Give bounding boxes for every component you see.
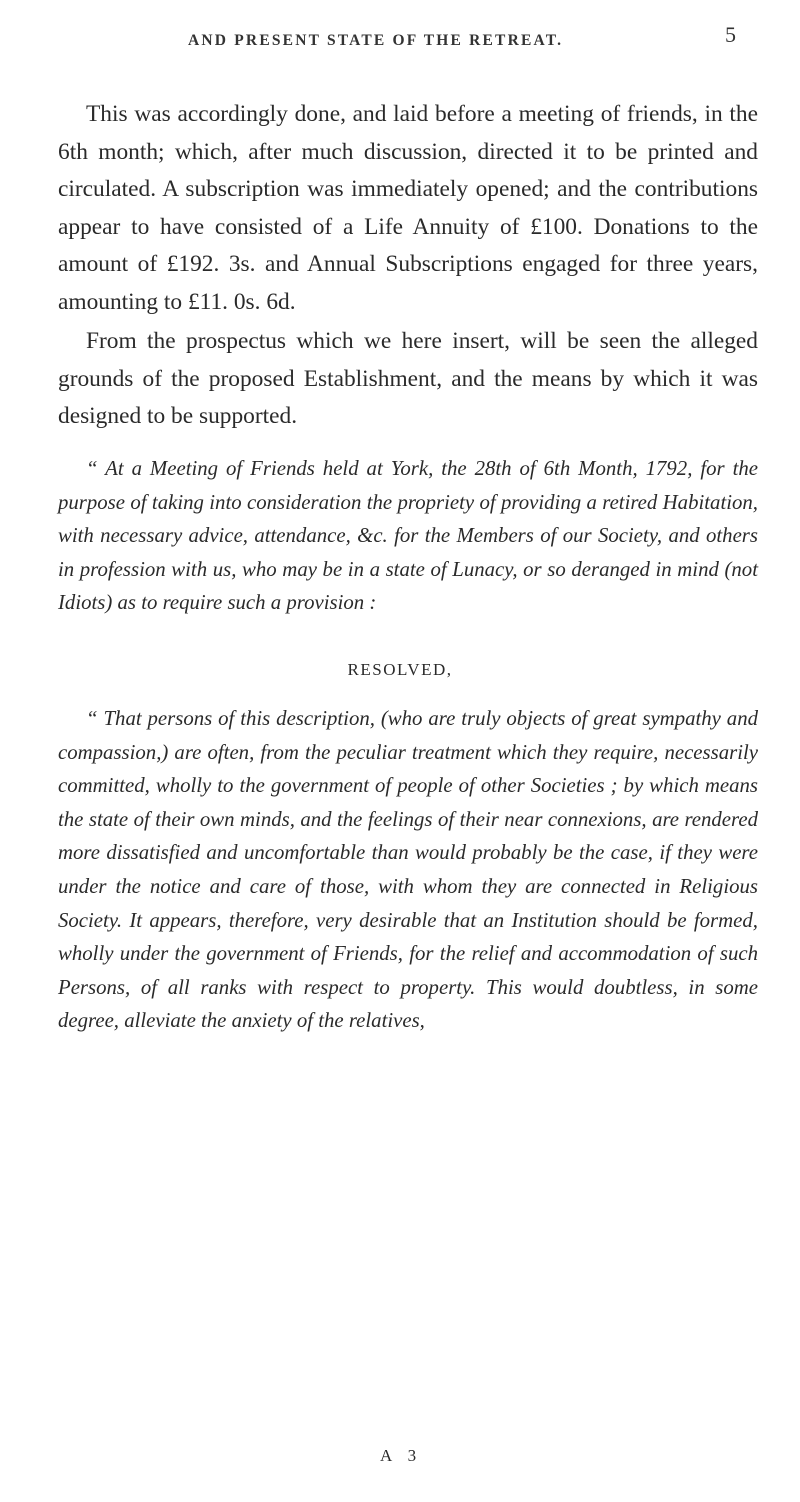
page-header: [60, 22, 750, 62]
page-number: 5: [725, 22, 736, 47]
paragraph-prospectus-intro: From the prospectus which we here insert, will be seen the alleged grounds of the proposed Establishment, and the means by which it was designed to be supported.: [58, 328, 758, 429]
quote-meeting-preamble: “ At a Meeting of Friends held at York, the 28th of 6th Month, 1792, for the purpose of taking into consideration the propriety of providing a retired Habitation, with necessary advice, attendance, &c. for the Members of our Society, and others in profession with us, who may be in a state of Lunacy, or so deranged in mind (not Idiots) as to require such a provision :: [58, 457, 758, 615]
paragraph-subscription: This was accordingly done, and laid before a meeting of friends, in the 6th month; which, after much discussion, directed it to be printed and circulated. A subscription was immediately opened; and the contributions appear to have consisted of a Life Annuity of £100. Donations to the amount of £192. 3s. and Annual Subscriptions engaged for three years, amounting to £11. 0s. 6d.: [58, 101, 758, 315]
resolved-heading: RESOLVED,: [347, 660, 453, 679]
signature-mark: A 3: [380, 1446, 423, 1465]
running-head: AND PRESENT STATE OF THE RETREAT.: [188, 32, 564, 49]
quote-resolution: “ That persons of this description, (who are truly objects of great sympathy and compassion,) are often, from the peculiar treatment which they require, necessarily committed, wholly to the government of people of other Societies ; by which means the state of their own minds, and the feelings of their near connexions, are rendered more dissatisfied and uncomfortable than would probably be the case, if they were under the notice and care of those, with whom they are connected in Religious Society. It appears, therefore, very desirable that an Institution should be formed, wholly under the government of Friends, for the relief and accommodation of such Persons, of all ranks with respect to property. This would doubtless, in some degree, alleviate the anxiety of the relatives,: [58, 707, 758, 1033]
